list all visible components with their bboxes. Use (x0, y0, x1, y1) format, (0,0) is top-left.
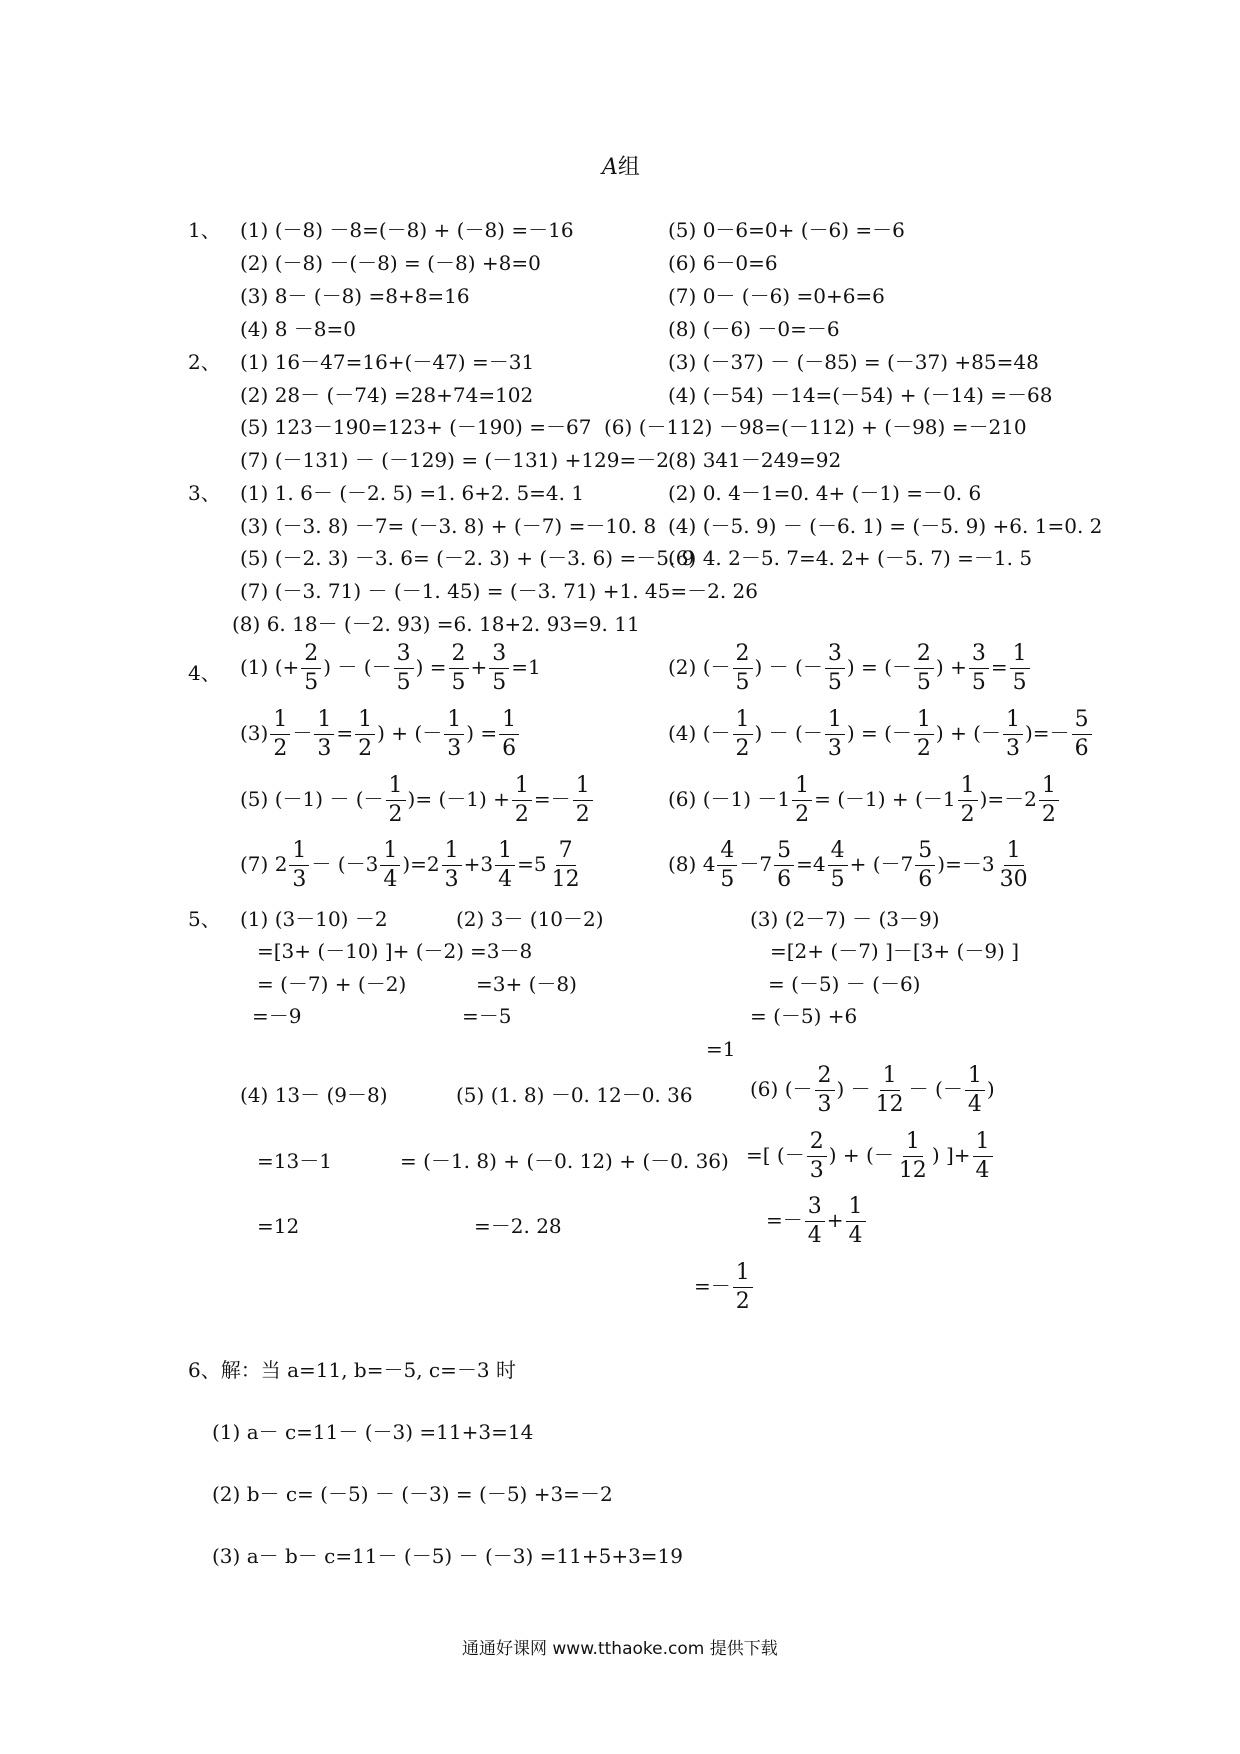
q4-item-6: (6) (－1) －1 $\frac{1}{2}$ = (－1) + (－1 $\frac{1}{2}$ )=－2 $\frac{1}{2}$ (668, 775, 1061, 826)
q1-item-8: (8) (－6) －0=－6 (668, 317, 840, 341)
q5-1-line-3: = (－7) + (－2) (257, 972, 407, 996)
fraction: $\frac{7}{12}$ (551, 838, 580, 892)
q6-item-3: (3) a－ b－ c=11－ (－5) － (－3) =11+5+3=19 (212, 1544, 684, 1568)
q5-1-line-1: (1) (3－10) －2 (240, 907, 388, 931)
fraction: $\frac{1}{12}$ (875, 1063, 904, 1117)
q4-item-1: (1) (+ $\frac{2}{5}$ ) － (－ $\frac{3}{5}$ ) = $\frac{2}{5}$ + $\frac{3}{5}$ =1 (240, 641, 541, 695)
q3-item-8: (8) 6. 18－ (－2. 93) =6. 18+2. 93=9. 11 (232, 612, 640, 636)
q4-item-5: (5) (－1) － (－ $\frac{1}{2}$ )= (－1) + $\frac{1}{2}$ =－ $\frac{1}{2}$ (240, 775, 595, 826)
q4-number: 4、 (188, 661, 221, 685)
q5-5-line-2: = (－1. 8) + (－0. 12) + (－0. 36) (400, 1149, 729, 1173)
fraction: $\frac{1}{2}$ (792, 775, 812, 826)
q2-item-4: (4) (－54) －14=(－54) + (－14) =－68 (668, 383, 1053, 407)
q1-item-2: (2) (－8) －(－8) = (－8) +8=0 (240, 251, 541, 275)
fraction: $\frac{5}{6}$ (915, 840, 935, 891)
page-footer: 通通好课网 www.tthaoke.com 提供下载 (462, 1639, 778, 1659)
fraction: $\frac{3}{5}$ (394, 643, 414, 694)
fraction: $\frac{3}{5}$ (969, 643, 989, 694)
q3-item-3: (3) (－3. 8) －7= (－3. 8) + (－7) =－10. 8 (240, 514, 657, 538)
fraction: $\frac{5}{6}$ (1072, 709, 1092, 760)
q5-2-line-1: (2) 3－ (10－2) (456, 907, 604, 931)
fraction: $\frac{3}{5}$ (825, 643, 845, 694)
q4-1-prefix: (1) (+ (240, 655, 300, 679)
fraction: $\frac{1}{3}$ (289, 840, 309, 891)
q1-item-7: (7) 0－ (－6) =0+6=6 (668, 284, 885, 308)
q4-item-7: (7) 2 $\frac{1}{3}$ － (－3 $\frac{1}{4}$ )=2 $\frac{1}{3}$ +3 $\frac{1}{4}$ =5 $\frac{7}{12}$ (240, 840, 585, 891)
q5-2-line-4: =－5 (462, 1004, 512, 1028)
fraction: $\frac{1}{3}$ (314, 709, 334, 760)
q6-item-2: (2) b－ c= (－5) － (－3) = (－5) +3=－2 (212, 1482, 613, 1506)
q5-4-line-1: (4) 13－ (9－8) (240, 1083, 388, 1107)
q5-6-line-3: =－ $\frac{3}{4}$ + $\frac{1}{4}$ (766, 1196, 868, 1247)
fraction: $\frac{2}{5}$ (301, 643, 321, 694)
q5-6-line-4: =－ $\frac{1}{2}$ (694, 1262, 755, 1313)
q5-3-line-1: (3) (2－7) － (3－9) (750, 907, 940, 931)
section-title (602, 150, 640, 181)
fraction: $\frac{2}{5}$ (733, 643, 753, 694)
fraction: $\frac{1}{5}$ (1010, 643, 1030, 694)
q4-item-8: (8) 4 $\frac{4}{5}$ －7 $\frac{5}{6}$ =4 $\frac{4}{5}$ + (－7 $\frac{5}{6}$ )=－3 $\frac{1}{30}$ (668, 840, 1033, 891)
q3-item-7: (7) (－3. 71) － (－1. 45) = (－3. 71) +1. 45=－2. 26 (240, 579, 759, 603)
q4-item-3: (3) $\frac{1}{2}$ － $\frac{1}{3}$ = $\frac{1}{2}$ ) + (－ $\frac{1}{3}$ ) = $\frac{1}{6}$ (240, 709, 521, 760)
fraction: $\frac{1}{4}$ (973, 1131, 993, 1182)
q3-item-6: (6) 4. 2－5. 7=4. 2+ (－5. 7) =－1. 5 (668, 546, 1033, 570)
fraction: $\frac{1}{2}$ (270, 709, 290, 760)
q5-4-line-2: =13－1 (257, 1149, 332, 1173)
fraction: $\frac{1}{4}$ (846, 1196, 866, 1247)
q5-5-line-1: (5) (1. 8) －0. 12－0. 36 (456, 1083, 693, 1107)
q5-4-line-3: =12 (257, 1214, 300, 1238)
fraction: $\frac{1}{4}$ (495, 840, 515, 891)
q1-item-4: (4) 8 －8=0 (240, 317, 356, 341)
fraction: $\frac{1}{2}$ (914, 709, 934, 760)
q2-item-3: (3) (－37) － (－85) = (－37) +85=48 (668, 350, 1039, 374)
fraction: $\frac{1}{3}$ (444, 709, 464, 760)
fraction: $\frac{1}{2}$ (733, 1262, 753, 1313)
q5-number: 5、 (188, 907, 221, 931)
fraction: $\frac{1}{6}$ (499, 709, 519, 760)
fraction: $\frac{1}{30}$ (999, 838, 1028, 892)
section-title-text: 组 (617, 155, 640, 180)
fraction: $\frac{3}{5}$ (489, 643, 509, 694)
q2-item-5: (5) 123－190=123+ (－190) =－67 (240, 415, 592, 439)
fraction: $\frac{3}{4}$ (805, 1196, 825, 1247)
q5-2-line-2: =3－8 (470, 939, 533, 963)
q6-intro: 6、解：当 a=11, b=－5, c=－3 时 (188, 1358, 516, 1382)
q2-item-1: (1) 16－47=16+(－47) =－31 (240, 350, 535, 374)
q2-number: 2、 (188, 350, 221, 374)
q1-item-6: (6) 6－0=6 (668, 251, 778, 275)
section-title-letter: A (602, 155, 618, 180)
q1-item-1: (1) (－8) －8=(－8) + (－8) =－16 (240, 218, 574, 242)
q3-item-4: (4) (－5. 9) － (－6. 1) = (－5. 9) +6. 1=0. 2 (668, 514, 1103, 538)
fraction: $\frac{1}{2}$ (958, 775, 978, 826)
q2-item-2: (2) 28－ (－74) =28+74=102 (240, 383, 534, 407)
fraction: $\frac{1}{3}$ (442, 840, 462, 891)
fraction: $\frac{1}{2}$ (355, 709, 375, 760)
fraction: $\frac{1}{4}$ (965, 1065, 985, 1116)
fraction: $\frac{4}{5}$ (717, 840, 737, 891)
fraction: $\frac{2}{5}$ (914, 643, 934, 694)
q1-item-3: (3) 8－ (－8) =8+8=16 (240, 284, 470, 308)
q5-6-line-2: =[ (－ $\frac{2}{3}$ ) + (－ $\frac{1}{12}$ ) ]+ $\frac{1}{4}$ (746, 1131, 995, 1182)
fraction: $\frac{1}{3}$ (1003, 709, 1023, 760)
q2-item-8: (8) 341－249=92 (668, 448, 842, 472)
fraction: $\frac{2}{3}$ (807, 1131, 827, 1182)
q5-1-line-2: =[3+ (－10) ]+ (－2) (257, 939, 465, 963)
q5-3-line-3: = (－5) － (－6) (768, 972, 921, 996)
fraction: $\frac{1}{2}$ (386, 775, 406, 826)
fraction: $\frac{1}{2}$ (573, 775, 593, 826)
q1-item-5: (5) 0－6=0+ (－6) =－6 (668, 218, 905, 242)
q5-2-line-3: =3+ (－8) (476, 972, 577, 996)
fraction: $\frac{1}{4}$ (380, 840, 400, 891)
q5-3-line-5: =1 (706, 1037, 736, 1061)
fraction: $\frac{1}{12}$ (898, 1129, 927, 1183)
fraction: $\frac{5}{6}$ (774, 840, 794, 891)
q5-1-line-4: =－9 (252, 1004, 302, 1028)
q5-5-line-3: =－2. 28 (474, 1214, 562, 1238)
q5-3-line-4: = (－5) +6 (750, 1004, 858, 1028)
q4-item-4: (4) (－ $\frac{1}{2}$ ) － (－ $\frac{1}{3}$ ) = (－ $\frac{1}{2}$ ) + (－ $\frac{1}{3}$ )=－ $\frac{5}{6}$ (668, 709, 1094, 760)
fraction: $\frac{1}{2}$ (512, 775, 532, 826)
fraction: $\frac{2}{5}$ (449, 643, 469, 694)
q2-item-6: (6) (－112) －98=(－112) + (－98) =－210 (604, 415, 1027, 439)
q3-item-2: (2) 0. 4－1=0. 4+ (－1) =－0. 6 (668, 481, 982, 505)
fraction: $\frac{1}{2}$ (1039, 775, 1059, 826)
fraction: $\frac{1}{2}$ (733, 709, 753, 760)
q2-item-7: (7) (－131) － (－129) = (－131) +129=－2 (240, 448, 669, 472)
q6-item-1: (1) a－ c=11－ (－3) =11+3=14 (212, 1420, 534, 1444)
fraction: $\frac{2}{3}$ (815, 1065, 835, 1116)
q5-6-line-1: (6) (－ $\frac{2}{3}$ ) － $\frac{1}{12}$ － (－ $\frac{1}{4}$ ) (750, 1063, 995, 1117)
q3-item-5: (5) (－2. 3) －3. 6= (－2. 3) + (－3. 6) =－5. 9 (240, 546, 695, 570)
q3-item-1: (1) 1. 6－ (－2. 5) =1. 6+2. 5=4. 1 (240, 481, 585, 505)
q4-item-2: (2) (－ $\frac{2}{5}$ ) － (－ $\frac{3}{5}$ ) = (－ $\frac{2}{5}$ ) + $\frac{3}{5}$ = $\frac{1}{5}$ (668, 643, 1032, 694)
q1-number: 1、 (188, 218, 221, 242)
fraction: $\frac{1}{3}$ (825, 709, 845, 760)
q5-3-line-2: =[2+ (－7) ]－[3+ (－9) ] (770, 939, 1020, 963)
fraction: $\frac{4}{5}$ (828, 840, 848, 891)
q3-number: 3、 (188, 481, 221, 505)
